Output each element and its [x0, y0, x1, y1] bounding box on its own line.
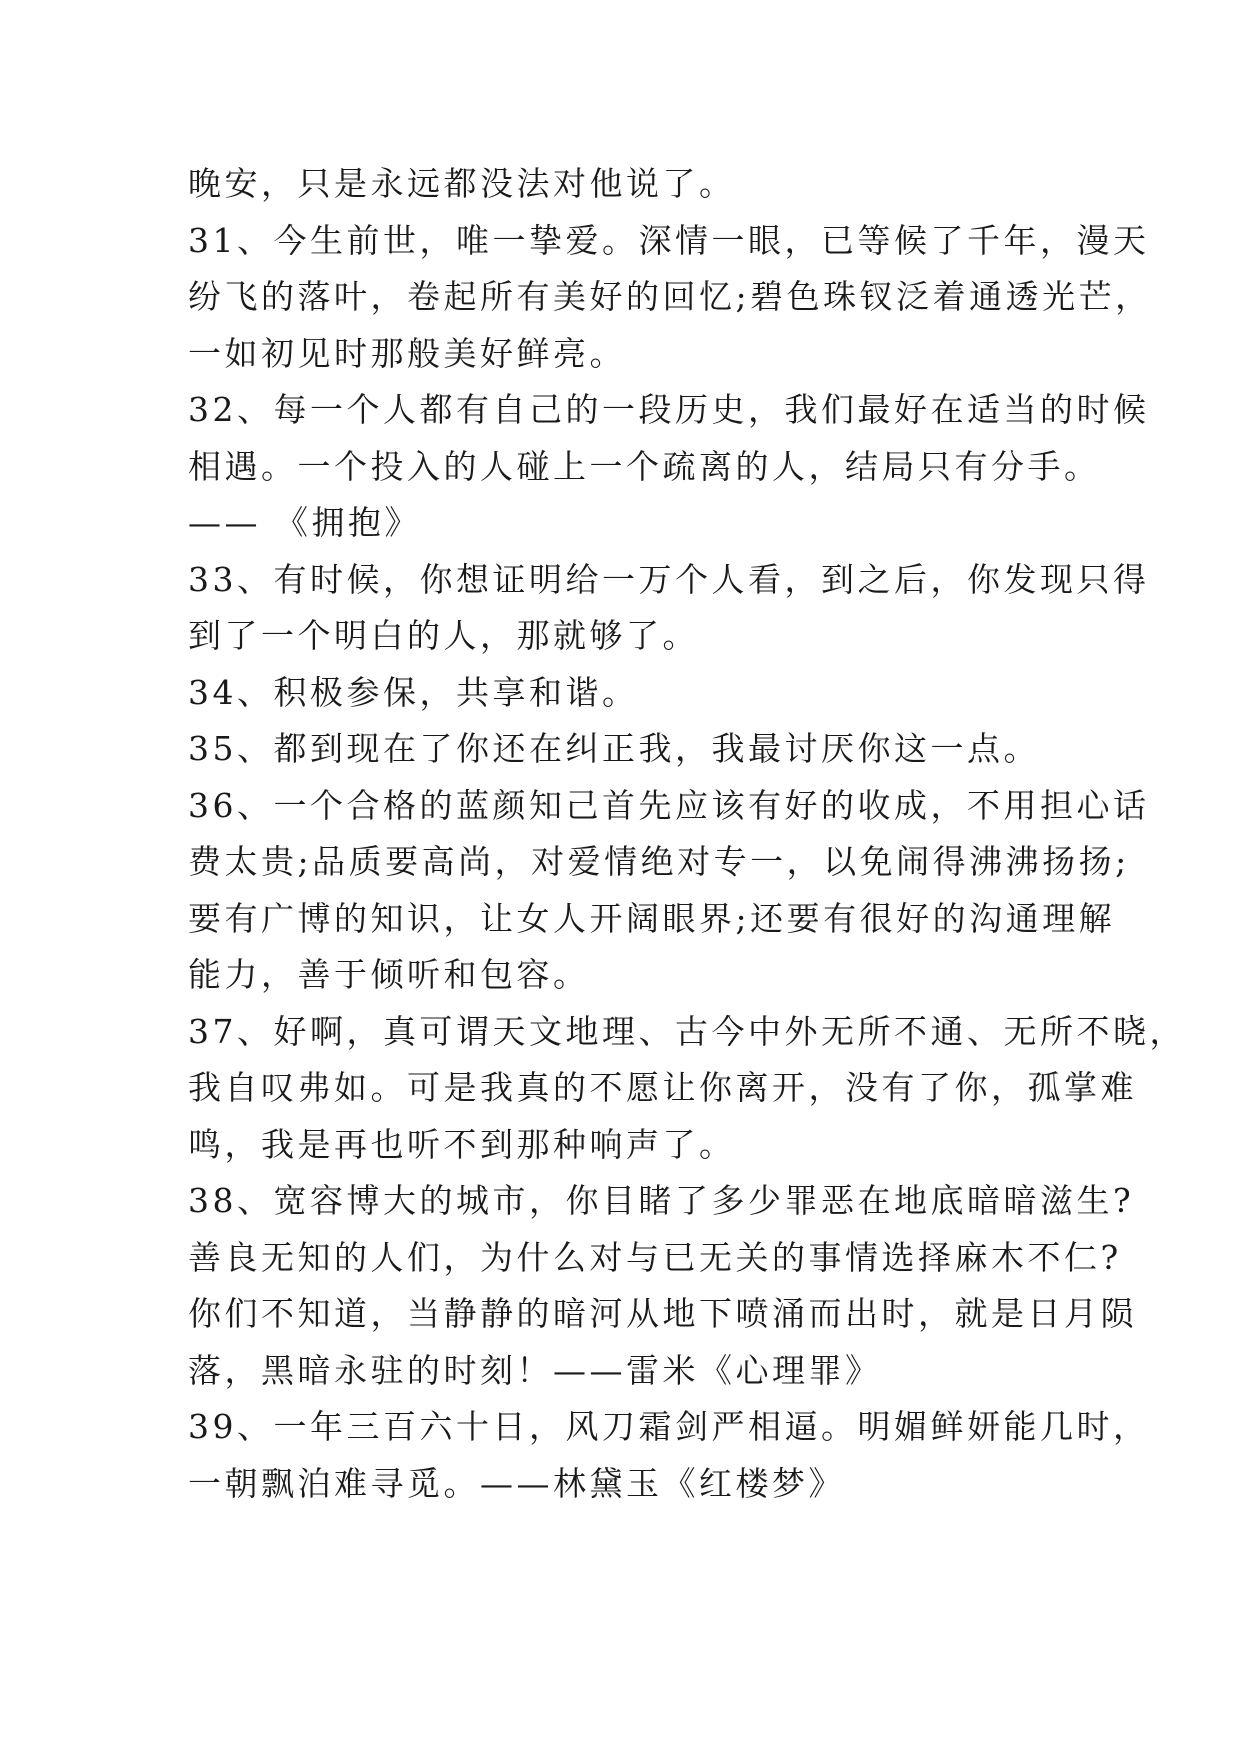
text-line: 36、一个合格的蓝颜知己首先应该有好的收成，不用担心话	[188, 786, 1150, 825]
text-line: —— 《拥抱》	[188, 503, 421, 542]
text-line: 一朝飘泊难寻觅。——林黛玉《红楼梦》	[188, 1464, 845, 1503]
text-line: 善良无知的人们，为什么对与已无关的事情选择麻木不仁?	[188, 1238, 1122, 1277]
text-line: 33、有时候，你想证明给一万个人看，到之后，你发现只得	[188, 560, 1150, 599]
text-line: 能力，善于倾听和包容。	[188, 955, 590, 994]
text-line: 落，黑暗永驻的时刻！——雷米《心理罪》	[188, 1351, 882, 1390]
text-line: 我自叹弗如。可是我真的不愿让你离开，没有了你，孤掌难	[188, 1068, 1137, 1107]
text-line: 34、积极参保，共享和谐。	[188, 673, 639, 712]
text-line: 鸣，我是再也听不到那种响声了。	[188, 1125, 736, 1164]
text-line: 纷飞的落叶，卷起所有美好的回忆;碧色珠钗泛着通透光芒，	[188, 277, 1152, 316]
text-line: 相遇。一个投入的人碰上一个疏离的人，结局只有分手。	[188, 447, 1101, 486]
text-line: 费太贵;品质要高尚，对爱情绝对专一，以免闹得沸沸扬扬;	[188, 842, 1130, 881]
text-line: 38、宽容博大的城市，你目睹了多少罪恶在地底暗暗滋生?	[188, 1181, 1135, 1220]
text-line: 37、好啊，真可谓天文地理、古今中外无所不通、无所不晓，	[188, 1012, 1186, 1051]
text-line: 到了一个明白的人，那就够了。	[188, 616, 699, 655]
text-line: 你们不知道，当静静的暗河从地下喷涌而出时，就是日月陨	[188, 1294, 1137, 1333]
text-line: 39、一年三百六十日，风刀霜剑严相逼。明媚鲜妍能几时，	[188, 1407, 1150, 1446]
text-line: 要有广博的知识，让女人开阔眼界;还要有很好的沟通理解	[188, 899, 1116, 938]
text-line: 32、每一个人都有自己的一段历史，我们最好在适当的时候	[188, 390, 1150, 429]
text-line: 晚安，只是永远都没法对他说了。	[188, 164, 736, 203]
text-line: 一如初见时那般美好鲜亮。	[188, 334, 626, 373]
text-line: 35、都到现在了你还在纠正我，我最讨厌你这一点。	[188, 729, 1040, 768]
text-line: 31、今生前世，唯一挚爱。深情一眼，已等候了千年，漫天	[188, 221, 1150, 260]
